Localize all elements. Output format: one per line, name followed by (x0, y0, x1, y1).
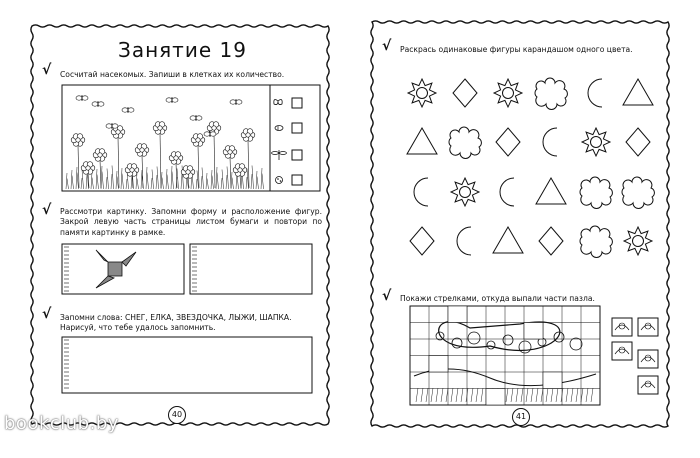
check-mark-4: √ (382, 38, 392, 54)
check-mark-2: √ (42, 202, 52, 218)
task-color-shapes: Раскрась одинаковые фигуры карандашом одного цвета. (400, 45, 633, 54)
puzzle-grid (410, 306, 600, 405)
watermark: bookclub.by (4, 413, 119, 434)
task-count-insects: Сосчитай насекомых. Запиши в клетках их количество. (60, 70, 285, 79)
puzzle-piece (638, 350, 658, 368)
puzzle-piece (612, 342, 632, 360)
puzzle-piece (638, 318, 658, 336)
check-mark-5: √ (382, 288, 392, 304)
check-mark-1: √ (42, 62, 52, 78)
check-mark-3: √ (42, 306, 52, 322)
task-memorize-figures: Рассмотри картинку. Запомни форму и расположение фигур. Закрой левую часть страницы листом бумаги и повтори по памяти картинку в рамке. (60, 207, 322, 237)
puzzle-piece (612, 318, 632, 336)
puzzle-pieces (612, 318, 658, 394)
puzzle-piece (638, 376, 658, 394)
page-number-right: 41 (512, 408, 530, 426)
page-number-left: 40 (168, 406, 186, 424)
task-puzzle-pieces: Покажи стрелками, откуда выпали части пазла. (400, 294, 595, 303)
task-memorize-words: Запомни слова: СНЕГ, ЕЛКА, ЗВЕЗДОЧКА, ЛЫЖИ, ШАПКА. Нарисуй, что тебе удалось запомнить. (60, 313, 292, 333)
lesson-title: Занятие 19 (118, 38, 247, 62)
